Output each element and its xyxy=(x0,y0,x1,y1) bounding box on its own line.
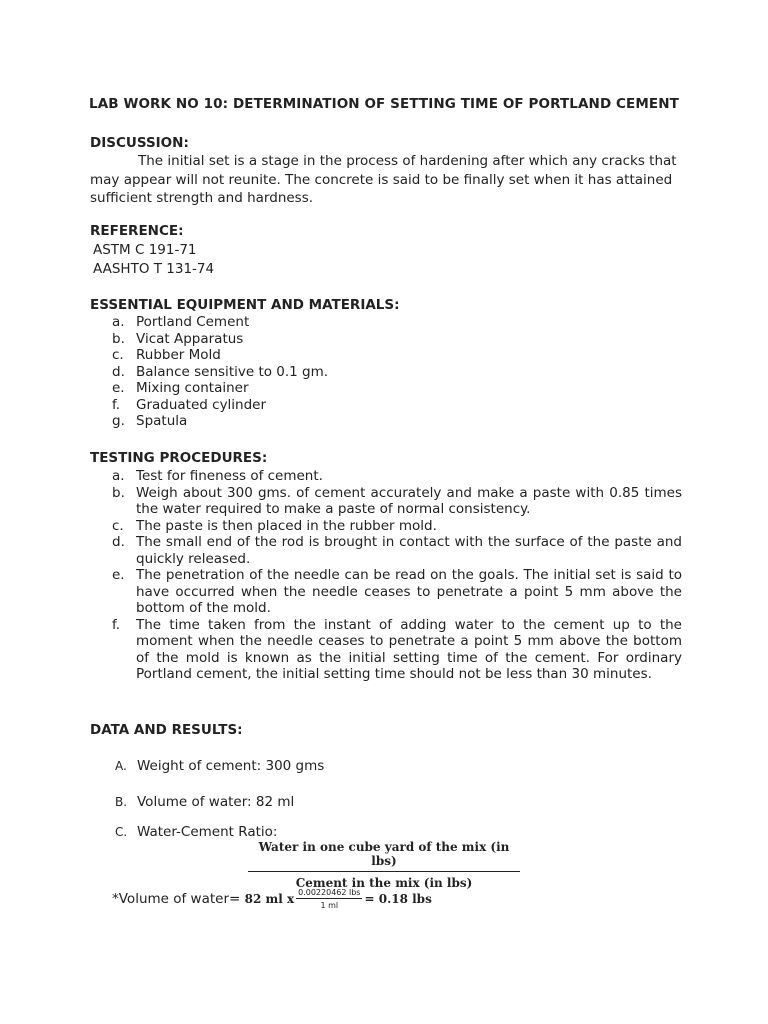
list-marker: g. xyxy=(112,413,125,429)
list-item-text: Spatula xyxy=(136,413,188,429)
result-item-c xyxy=(115,824,277,840)
list-marker: b. xyxy=(112,330,125,347)
list-item xyxy=(112,534,682,567)
volume-of-water-equation xyxy=(112,888,432,910)
discussion-body: The initial set is a stage in the process of hardening after which any cracks that may appear will not reunite. The concrete is said to be finally set when it has attained sufficient strength and hardness. xyxy=(90,153,677,206)
result-item-b xyxy=(115,794,294,810)
list-item xyxy=(112,380,682,397)
reference-list xyxy=(93,241,214,279)
list-item-text: Mixing container xyxy=(136,380,249,396)
list-item xyxy=(112,347,682,364)
equipment-list xyxy=(112,314,682,430)
conversion-denominator: 1 ml xyxy=(320,901,339,910)
equipment-heading: ESSENTIAL EQUIPMENT AND MATERIALS: xyxy=(90,297,400,313)
discussion-text xyxy=(90,152,680,208)
data-results-heading: DATA AND RESULTS: xyxy=(90,722,243,738)
list-marker: d. xyxy=(112,534,125,550)
list-item xyxy=(112,331,682,348)
list-item xyxy=(112,397,682,414)
discussion-heading: DISCUSSION: xyxy=(90,135,189,151)
list-item xyxy=(112,567,682,617)
list-marker: d. xyxy=(112,363,125,380)
water-cement-ratio-formula xyxy=(248,840,520,890)
list-marker: B. xyxy=(115,795,128,809)
formula-denominator: Cement in the mix (in lbs) xyxy=(295,876,473,890)
conversion-numerator: 0.00220462 lbs xyxy=(298,888,361,897)
list-marker: a. xyxy=(112,468,125,484)
list-marker: f. xyxy=(112,616,121,633)
equation-label: *Volume of water= xyxy=(112,891,241,907)
list-item-text: The small end of the rod is brought in contact with the surface of the paste and quickly released. xyxy=(136,534,682,567)
result-text: Water-Cement Ratio: xyxy=(137,824,278,840)
list-item-text: Weigh about 300 gms. of cement accurately and make a paste with 0.85 times the water required to make a paste of normal consistency. xyxy=(136,484,682,517)
page-title: LAB WORK NO 10: DETERMINATION OF SETTING TIME OF PORTLAND CEMENT xyxy=(89,96,679,112)
formula-numerator: Water in one cube yard of the mix (in lbs) xyxy=(248,840,520,872)
result-item-a xyxy=(115,758,324,774)
list-item xyxy=(112,364,682,381)
reference-item: ASTM C 191-71 xyxy=(93,242,197,258)
list-item xyxy=(112,518,682,535)
list-item-text: Vicat Apparatus xyxy=(136,330,244,347)
list-item xyxy=(112,314,682,331)
result-text: Volume of water: 82 ml xyxy=(137,794,295,810)
list-item-text: The time taken from the instant of adding water to the cement up to the moment when the needle ceases to penetrate a point 5 mm above the bottom of the mold is known as the initial setting time of the cement. For ordinary Portland cement, the initial setting time should not be less than 30 minutes. xyxy=(136,616,682,682)
equation-left: 82 ml x xyxy=(244,892,295,906)
list-item-text: The penetration of the needle can be read on the goals. The initial set is said to have occurred when the needle ceases to penetrate a point 5 mm above the bottom of the mold. xyxy=(136,567,682,616)
list-marker: b. xyxy=(112,484,125,501)
list-marker: f. xyxy=(112,396,121,413)
list-item xyxy=(112,468,682,485)
equation-result: = 0.18 lbs xyxy=(364,892,432,906)
list-marker: c. xyxy=(112,347,124,363)
list-item-text: Balance sensitive to 0.1 gm. xyxy=(136,363,329,380)
result-text: Weight of cement: 300 gms xyxy=(137,758,325,774)
list-item-text: The paste is then placed in the rubber mold. xyxy=(136,517,437,534)
list-marker: a. xyxy=(112,314,125,330)
list-marker: C. xyxy=(115,825,128,839)
list-item-text: Graduated cylinder xyxy=(136,396,267,413)
list-item xyxy=(112,413,682,430)
list-item-text: Test for fineness of cement. xyxy=(136,468,323,484)
list-item xyxy=(112,617,682,683)
conversion-fraction xyxy=(296,888,362,910)
list-marker: e. xyxy=(112,380,125,396)
procedures-heading: TESTING PROCEDURES: xyxy=(90,450,268,466)
reference-item: AASHTO T 131-74 xyxy=(93,261,215,277)
list-marker: A. xyxy=(115,759,127,773)
list-item-text: Rubber Mold xyxy=(136,347,221,363)
list-item-text: Portland Cement xyxy=(136,314,250,330)
list-marker: e. xyxy=(112,567,125,583)
list-item xyxy=(112,485,682,518)
procedures-list xyxy=(112,468,682,683)
reference-heading: REFERENCE: xyxy=(90,223,184,239)
list-marker: c. xyxy=(112,517,124,534)
